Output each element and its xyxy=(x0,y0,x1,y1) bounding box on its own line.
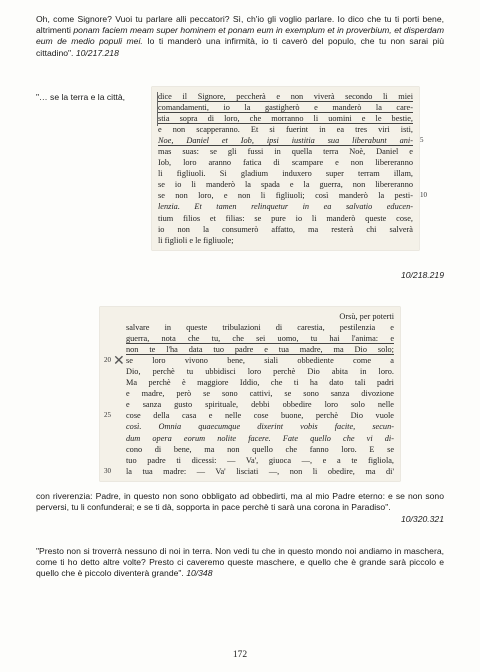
excerpt-line: non te l'ha data tuo padre e tua madre, ma Dio solo; xyxy=(126,345,394,355)
excerpt-line: comandamenti, io la gastigherò e manderò la care- xyxy=(158,103,413,113)
excerpt-line: così. Omnia quaecumque dixerint vobis facite, secun- xyxy=(126,422,394,432)
excerpt-line: e sanza gusto spirituale, debbi obbedire loro solo nelle xyxy=(126,400,394,410)
cross-mark-icon: ✕ xyxy=(113,352,125,368)
excerpt-line: li figliuoli. Si gladium induxero super terram illam, xyxy=(158,169,413,179)
excerpt-line: Ma perchè è maggiore Iddio, che ti ha dato tali padri xyxy=(126,378,394,388)
excerpt-line: Noe, Daniel et Iob, ipsi iustitia sua liberabunt ani- 5 xyxy=(158,136,424,146)
excerpt-line: 20 se loro vivono bene, siali obbediente come a xyxy=(104,356,394,366)
quote-start: "… se la terra e la città, xyxy=(36,92,126,102)
line-number: 25 xyxy=(104,411,111,420)
excerpt-line: tium filios et filias: se pure io li manderò queste cose, xyxy=(158,213,413,223)
excerpt-line: li figlioli e le figliuole; xyxy=(158,235,234,245)
excerpt-line: se io li manderò la spada e la guerra, non libereranno xyxy=(158,180,413,190)
excerpt-line: Dio, perchè tu ubbidisci loro perchè Dio abita in loro. xyxy=(126,367,394,377)
line-number: 10 xyxy=(420,191,427,200)
reference: 10/217.218 xyxy=(75,47,119,58)
reference: 10/348 xyxy=(186,568,213,579)
excerpt-line: e non scapperanno. Et si fuerint in ea tres viri isti, xyxy=(158,125,413,135)
excerpt-line: mas suas: se gli fussi in quella terra Noè, Daniel e xyxy=(158,147,413,157)
excerpt-line: guerra, nota che tu, che sei uomo, tu hai l'anima: e xyxy=(126,334,394,344)
intro-paragraph: Oh, come Signore? Vuoi tu parlare alli peccatori? Sì, ch'io gli voglio parlare. Io dico che tu ti porti bene, altrimenti ponam faciem meam super hominem et ponam eum in exemplum et in proverbium, et disperdam eum de medio populi mei. Io ti manderò una infirmità, io ti caverò del populo, che tu non sarai più cittadino". 10/217.218 xyxy=(36,14,444,58)
line-number: 30 xyxy=(104,466,111,475)
excerpt-line: 30 la tua madre: — Va' lisciati —, non li obedire, ma di' xyxy=(104,466,394,476)
continuation-paragraph: con riverenzia: Padre, in questo non sono obbligato ad obbedirti, ma al mio Padre eterno: e se non sono perversi, tu li confunderai; e se ti dà, sopporta in pace perchè ti sarà una corona in Paradiso". xyxy=(36,491,444,513)
excerpt-line: se non loro, e non li figliuoli; così manderò la pesti- 10 xyxy=(158,191,427,201)
excerpt-line: lenzia. Et tamen relinquetur in ea salvatio educen- xyxy=(158,202,413,212)
line-number: 5 xyxy=(420,136,424,145)
margin-bracket xyxy=(157,92,158,126)
excerpt-line: dice il Signore, peccherà e non viverà secondo li miei xyxy=(158,92,413,101)
excerpt-line: tuo padre ti dicessi: — Va', giuoca —, e a te figliola, xyxy=(126,455,394,465)
excerpt-line: dum opera eorum nolite facere. Fate quello che vi di- xyxy=(126,433,394,443)
reference: 10/320.321 xyxy=(400,514,444,524)
book-excerpt-1 xyxy=(152,87,427,250)
excerpt-line: e madre, però se sono cattivi, se sono sanza divozione xyxy=(126,389,394,399)
excerpt-line: 25 cose della casa e nelle cose buone, perchè Dio vuole xyxy=(104,411,394,421)
line-number: 20 xyxy=(104,356,111,365)
excerpt-line: Iob, loro aranno fatica di scampare e non libereranno xyxy=(158,158,413,168)
page-number: 172 xyxy=(232,650,248,660)
closing-paragraph: "Presto non si troverrà nessuno di noi in terra. Non vedi tu che in questo mondo noi andiamo in maschera, come ti ho detto altre volte? Presto ci caveremo queste maschere, e quello che è grande sarà piccolo e quello che è piccolo diventerà grande". 10/348 xyxy=(36,546,444,579)
excerpt-line: io non la consumerò affatto, ma resterà chi salverà xyxy=(158,224,413,234)
excerpt-line: salvare in queste tribulazioni di carestia, pestilenzia e xyxy=(126,323,394,333)
excerpt-line: Orsù, per poterti xyxy=(339,312,394,321)
reference: 10/218.219 xyxy=(400,270,444,280)
book-excerpt-2 xyxy=(100,307,400,481)
excerpt-line: cono di bene, ma non quello che fanno loro. E se xyxy=(126,444,394,454)
excerpt-line: stia sopra di loro, che morranno li uomini e le bestie, xyxy=(158,114,413,124)
